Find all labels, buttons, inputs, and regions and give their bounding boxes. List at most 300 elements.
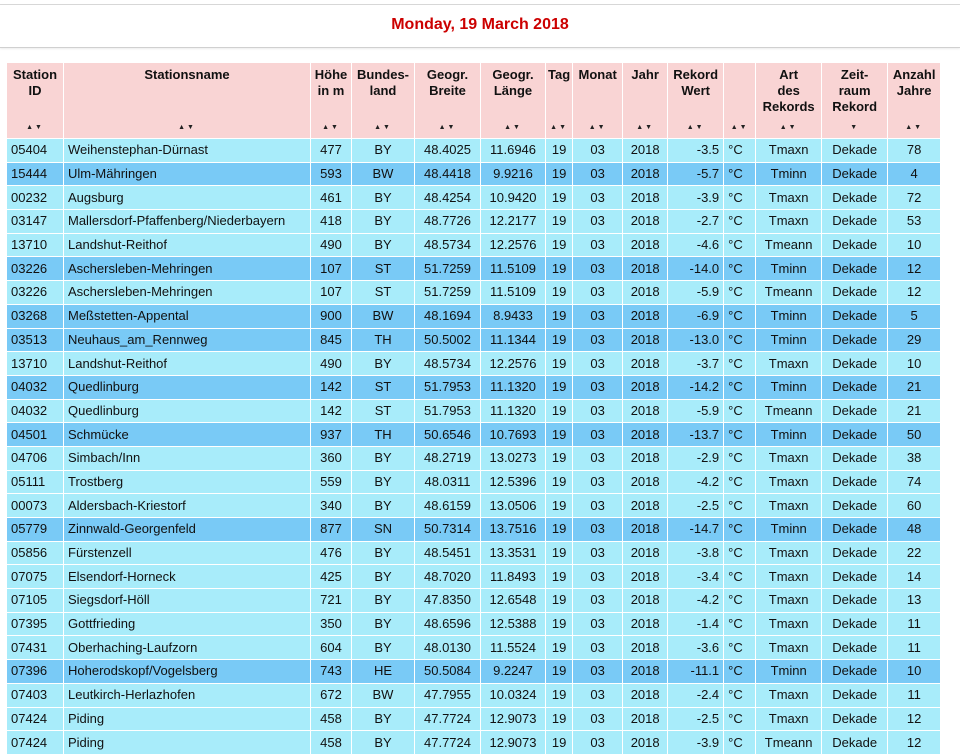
cell-record-value: -5.7 xyxy=(668,162,724,186)
cell-state: BY xyxy=(352,186,415,210)
cell-years-count: 53 xyxy=(888,210,941,234)
cell-period: Dekade xyxy=(822,257,888,281)
header-label: land xyxy=(369,83,397,98)
cell-years-count: 11 xyxy=(888,612,941,636)
cell-years-count: 38 xyxy=(888,446,941,470)
cell-state: TH xyxy=(352,423,415,447)
table-row xyxy=(7,328,941,352)
cell-record-type: Tmeann xyxy=(756,233,822,257)
cell-station-id: 05856 xyxy=(7,541,64,565)
cell-state: BW xyxy=(352,162,415,186)
cell-period: Dekade xyxy=(822,304,888,328)
cell-period: Dekade xyxy=(822,589,888,613)
table-row xyxy=(7,565,941,589)
cell-record-value: -3.5 xyxy=(668,139,724,163)
header-label: Monat xyxy=(578,67,617,82)
cell-years-count: 5 xyxy=(888,304,941,328)
cell-month: 03 xyxy=(573,257,623,281)
header-label: in m xyxy=(317,83,345,98)
cell-period: Dekade xyxy=(822,446,888,470)
cell-elevation: 461 xyxy=(311,186,352,210)
sort-arrows-icon[interactable]: ▲▼ xyxy=(779,124,798,131)
table-row xyxy=(7,162,941,186)
cell-month: 03 xyxy=(573,328,623,352)
header-label: Geogr. xyxy=(426,67,469,82)
cell-day: 19 xyxy=(546,707,573,731)
cell-years-count: 48 xyxy=(888,518,941,542)
header-label: Wert xyxy=(681,83,710,98)
cell-period: Dekade xyxy=(822,470,888,494)
table-row xyxy=(7,352,941,376)
cell-station-id: 05404 xyxy=(7,139,64,163)
cell-longitude: 9.9216 xyxy=(481,162,546,186)
header-label: Jahr xyxy=(631,67,659,82)
cell-station-name: Mallersdorf-Pfaffenberg/Niederbayern xyxy=(64,210,311,234)
cell-station-name: Weihenstephan-Dürnast xyxy=(64,139,311,163)
sort-arrows-icon[interactable]: ▲▼ xyxy=(438,124,457,131)
header-elevation[interactable] xyxy=(311,63,352,139)
table-row xyxy=(7,731,941,755)
cell-period: Dekade xyxy=(822,162,888,186)
cell-day: 19 xyxy=(546,233,573,257)
cell-state: BY xyxy=(352,233,415,257)
cell-month: 03 xyxy=(573,446,623,470)
cell-period: Dekade xyxy=(822,541,888,565)
cell-year: 2018 xyxy=(623,707,668,731)
cell-unit: °C xyxy=(724,731,756,755)
cell-year: 2018 xyxy=(623,446,668,470)
cell-station-id: 00232 xyxy=(7,186,64,210)
cell-station-id: 07395 xyxy=(7,612,64,636)
cell-record-value: -3.9 xyxy=(668,731,724,755)
table-row xyxy=(7,494,941,518)
cell-elevation: 142 xyxy=(311,399,352,423)
cell-station-name: Trostberg xyxy=(64,470,311,494)
cell-day: 19 xyxy=(546,612,573,636)
table-row xyxy=(7,257,941,281)
cell-years-count: 10 xyxy=(888,352,941,376)
sort-arrows-icon[interactable]: ▲▼ xyxy=(686,124,705,131)
header-label: Anzahl xyxy=(892,67,936,82)
cell-year: 2018 xyxy=(623,636,668,660)
cell-month: 03 xyxy=(573,612,623,636)
cell-month: 03 xyxy=(573,304,623,328)
cell-longitude: 12.2576 xyxy=(481,233,546,257)
header-label: Zeit- xyxy=(840,67,869,82)
cell-state: BY xyxy=(352,470,415,494)
cell-longitude: 11.6946 xyxy=(481,139,546,163)
cell-period: Dekade xyxy=(822,399,888,423)
cell-station-name: Meßstetten-Appental xyxy=(64,304,311,328)
table-row xyxy=(7,186,941,210)
cell-years-count: 4 xyxy=(888,162,941,186)
cell-year: 2018 xyxy=(623,494,668,518)
header-label: Stationsname xyxy=(144,67,230,82)
cell-elevation: 593 xyxy=(311,162,352,186)
header-station-id[interactable] xyxy=(7,63,64,139)
cell-period: Dekade xyxy=(822,494,888,518)
cell-year: 2018 xyxy=(623,139,668,163)
cell-day: 19 xyxy=(546,210,573,234)
cell-year: 2018 xyxy=(623,541,668,565)
header-station-name[interactable] xyxy=(64,63,311,139)
cell-year: 2018 xyxy=(623,352,668,376)
table-row xyxy=(7,636,941,660)
cell-month: 03 xyxy=(573,541,623,565)
sort-arrows-icon[interactable]: ▲▼ xyxy=(730,124,749,131)
cell-latitude: 48.7726 xyxy=(415,210,481,234)
cell-record-type: Tmaxn xyxy=(756,565,822,589)
cell-longitude: 12.2576 xyxy=(481,352,546,376)
cell-latitude: 47.7724 xyxy=(415,731,481,755)
sort-arrows-icon[interactable]: ▲▼ xyxy=(504,124,522,131)
cell-period: Dekade xyxy=(822,210,888,234)
cell-month: 03 xyxy=(573,660,623,684)
table-row xyxy=(7,660,941,684)
cell-record-value: -2.5 xyxy=(668,707,724,731)
cell-years-count: 10 xyxy=(888,233,941,257)
cell-record-value: -4.6 xyxy=(668,233,724,257)
cell-period: Dekade xyxy=(822,612,888,636)
cell-station-id: 03226 xyxy=(7,257,64,281)
cell-day: 19 xyxy=(546,399,573,423)
cell-latitude: 47.7724 xyxy=(415,707,481,731)
sort-arrows-icon[interactable]: ▲▼ xyxy=(550,124,568,131)
header-record-value[interactable] xyxy=(668,63,724,139)
cell-unit: °C xyxy=(724,707,756,731)
cell-latitude: 48.5734 xyxy=(415,233,481,257)
cell-latitude: 48.0311 xyxy=(415,470,481,494)
cell-record-value: -14.2 xyxy=(668,375,724,399)
cell-elevation: 490 xyxy=(311,352,352,376)
cell-latitude: 50.7314 xyxy=(415,518,481,542)
cell-period: Dekade xyxy=(822,636,888,660)
cell-years-count: 29 xyxy=(888,328,941,352)
header-state[interactable] xyxy=(352,63,415,139)
table-body xyxy=(7,139,941,755)
cell-station-name: Quedlinburg xyxy=(64,399,311,423)
cell-station-id: 03513 xyxy=(7,328,64,352)
header-label: Breite xyxy=(429,83,466,98)
cell-longitude: 10.7693 xyxy=(481,423,546,447)
cell-record-value: -1.4 xyxy=(668,612,724,636)
cell-record-type: Tmaxn xyxy=(756,589,822,613)
cell-month: 03 xyxy=(573,518,623,542)
cell-period: Dekade xyxy=(822,139,888,163)
cell-record-value: -6.9 xyxy=(668,304,724,328)
cell-record-type: Tmaxn xyxy=(756,210,822,234)
cell-state: BY xyxy=(352,589,415,613)
sort-arrows-icon[interactable]: ▲▼ xyxy=(636,124,655,131)
cell-record-type: Tmaxn xyxy=(756,139,822,163)
cell-day: 19 xyxy=(546,352,573,376)
cell-unit: °C xyxy=(724,470,756,494)
cell-day: 19 xyxy=(546,186,573,210)
cell-period: Dekade xyxy=(822,375,888,399)
cell-station-id: 07424 xyxy=(7,707,64,731)
cell-elevation: 559 xyxy=(311,470,352,494)
sort-arrows-icon[interactable]: ▲▼ xyxy=(588,124,607,131)
cell-years-count: 11 xyxy=(888,636,941,660)
cell-unit: °C xyxy=(724,612,756,636)
cell-years-count: 12 xyxy=(888,707,941,731)
cell-elevation: 107 xyxy=(311,257,352,281)
cell-month: 03 xyxy=(573,683,623,707)
cell-record-type: Tmaxn xyxy=(756,707,822,731)
cell-elevation: 458 xyxy=(311,707,352,731)
cell-record-type: Tmaxn xyxy=(756,636,822,660)
cell-month: 03 xyxy=(573,423,623,447)
cell-record-type: Tminn xyxy=(756,257,822,281)
table-row xyxy=(7,683,941,707)
cell-longitude: 9.2247 xyxy=(481,660,546,684)
cell-years-count: 22 xyxy=(888,541,941,565)
cell-period: Dekade xyxy=(822,186,888,210)
cell-latitude: 48.4418 xyxy=(415,162,481,186)
cell-station-id: 05111 xyxy=(7,470,64,494)
cell-latitude: 50.6546 xyxy=(415,423,481,447)
cell-year: 2018 xyxy=(623,565,668,589)
cell-period: Dekade xyxy=(822,233,888,257)
cell-elevation: 340 xyxy=(311,494,352,518)
header-label: Station xyxy=(12,67,58,82)
cell-record-type: Tmaxn xyxy=(756,470,822,494)
cell-unit: °C xyxy=(724,233,756,257)
header-year[interactable] xyxy=(623,63,668,139)
cell-station-name: Landshut-Reithof xyxy=(64,352,311,376)
cell-record-value: -5.9 xyxy=(668,399,724,423)
cell-years-count: 21 xyxy=(888,375,941,399)
cell-record-type: Tmeann xyxy=(756,399,822,423)
cell-state: SN xyxy=(352,518,415,542)
table-row xyxy=(7,518,941,542)
cell-unit: °C xyxy=(724,446,756,470)
header-label: ID xyxy=(28,83,42,98)
cell-day: 19 xyxy=(546,636,573,660)
cell-year: 2018 xyxy=(623,518,668,542)
cell-year: 2018 xyxy=(623,162,668,186)
cell-years-count: 50 xyxy=(888,423,941,447)
cell-record-value: -4.2 xyxy=(668,589,724,613)
cell-day: 19 xyxy=(546,162,573,186)
cell-elevation: 350 xyxy=(311,612,352,636)
cell-month: 03 xyxy=(573,636,623,660)
cell-state: BY xyxy=(352,352,415,376)
cell-station-id: 15444 xyxy=(7,162,64,186)
cell-years-count: 11 xyxy=(888,683,941,707)
cell-elevation: 937 xyxy=(311,423,352,447)
cell-record-type: Tmaxn xyxy=(756,352,822,376)
cell-record-value: -2.9 xyxy=(668,446,724,470)
cell-record-type: Tmaxn xyxy=(756,612,822,636)
header-longitude[interactable] xyxy=(481,63,546,139)
cell-record-type: Tmaxn xyxy=(756,683,822,707)
cell-latitude: 48.7020 xyxy=(415,565,481,589)
cell-day: 19 xyxy=(546,375,573,399)
cell-latitude: 48.2719 xyxy=(415,446,481,470)
cell-years-count: 60 xyxy=(888,494,941,518)
cell-year: 2018 xyxy=(623,304,668,328)
header-label: Bundes- xyxy=(357,67,409,82)
cell-month: 03 xyxy=(573,565,623,589)
header-day[interactable] xyxy=(546,63,573,139)
cell-longitude: 12.9073 xyxy=(481,731,546,755)
cell-record-value: -5.9 xyxy=(668,281,724,305)
cell-elevation: 360 xyxy=(311,446,352,470)
cell-years-count: 14 xyxy=(888,565,941,589)
cell-station-id: 07075 xyxy=(7,565,64,589)
cell-longitude: 12.5388 xyxy=(481,612,546,636)
cell-elevation: 743 xyxy=(311,660,352,684)
cell-longitude: 11.5109 xyxy=(481,281,546,305)
cell-latitude: 51.7259 xyxy=(415,257,481,281)
cell-unit: °C xyxy=(724,423,756,447)
cell-unit: °C xyxy=(724,210,756,234)
cell-latitude: 48.0130 xyxy=(415,636,481,660)
cell-day: 19 xyxy=(546,257,573,281)
cell-station-id: 04032 xyxy=(7,375,64,399)
cell-unit: °C xyxy=(724,281,756,305)
cell-unit: °C xyxy=(724,139,756,163)
header-period[interactable] xyxy=(822,63,888,139)
cell-month: 03 xyxy=(573,352,623,376)
cell-station-id: 00073 xyxy=(7,494,64,518)
cell-latitude: 51.7953 xyxy=(415,399,481,423)
cell-latitude: 48.5451 xyxy=(415,541,481,565)
cell-year: 2018 xyxy=(623,328,668,352)
cell-record-value: -3.8 xyxy=(668,541,724,565)
cell-years-count: 74 xyxy=(888,470,941,494)
sort-arrows-icon[interactable]: ▲▼ xyxy=(178,124,196,131)
cell-longitude: 8.9433 xyxy=(481,304,546,328)
cell-record-value: -3.6 xyxy=(668,636,724,660)
cell-day: 19 xyxy=(546,660,573,684)
cell-longitude: 13.0506 xyxy=(481,494,546,518)
cell-month: 03 xyxy=(573,494,623,518)
cell-years-count: 13 xyxy=(888,589,941,613)
header-label: Rekords xyxy=(762,99,815,114)
cell-year: 2018 xyxy=(623,423,668,447)
cell-record-type: Tmaxn xyxy=(756,446,822,470)
cell-day: 19 xyxy=(546,683,573,707)
table-row xyxy=(7,210,941,234)
cell-month: 03 xyxy=(573,233,623,257)
cell-latitude: 50.5002 xyxy=(415,328,481,352)
cell-year: 2018 xyxy=(623,399,668,423)
cell-period: Dekade xyxy=(822,660,888,684)
cell-state: BY xyxy=(352,446,415,470)
header-record-type[interactable] xyxy=(756,63,822,139)
cell-unit: °C xyxy=(724,375,756,399)
cell-record-value: -13.0 xyxy=(668,328,724,352)
header-label: Rekord xyxy=(832,99,878,114)
header-years-count[interactable] xyxy=(888,63,941,139)
cell-station-name: Oberhaching-Laufzorn xyxy=(64,636,311,660)
cell-year: 2018 xyxy=(623,375,668,399)
cell-station-name: Aldersbach-Kriestorf xyxy=(64,494,311,518)
cell-station-id: 04706 xyxy=(7,446,64,470)
cell-record-value: -11.1 xyxy=(668,660,724,684)
table-row xyxy=(7,139,941,163)
sort-arrows-icon[interactable]: ▲▼ xyxy=(374,124,392,131)
header-month[interactable] xyxy=(573,63,623,139)
cell-latitude: 48.5734 xyxy=(415,352,481,376)
cell-station-id: 07403 xyxy=(7,683,64,707)
table-row xyxy=(7,541,941,565)
cell-record-type: Tmaxn xyxy=(756,494,822,518)
cell-station-id: 03268 xyxy=(7,304,64,328)
cell-state: BY xyxy=(352,541,415,565)
cell-state: BY xyxy=(352,636,415,660)
cell-unit: °C xyxy=(724,494,756,518)
cell-day: 19 xyxy=(546,731,573,755)
cell-years-count: 72 xyxy=(888,186,941,210)
cell-year: 2018 xyxy=(623,612,668,636)
cell-record-type: Tminn xyxy=(756,660,822,684)
header-unit[interactable] xyxy=(724,63,756,139)
cell-station-name: Ulm-Mähringen xyxy=(64,162,311,186)
cell-elevation: 107 xyxy=(311,281,352,305)
cell-latitude: 47.7955 xyxy=(415,683,481,707)
cell-day: 19 xyxy=(546,589,573,613)
cell-years-count: 78 xyxy=(888,139,941,163)
cell-month: 03 xyxy=(573,399,623,423)
cell-record-value: -3.9 xyxy=(668,186,724,210)
cell-record-type: Tmeann xyxy=(756,281,822,305)
cell-state: ST xyxy=(352,281,415,305)
cell-year: 2018 xyxy=(623,186,668,210)
cell-station-name: Landshut-Reithof xyxy=(64,233,311,257)
cell-period: Dekade xyxy=(822,352,888,376)
cell-longitude: 13.7516 xyxy=(481,518,546,542)
cell-record-type: Tminn xyxy=(756,304,822,328)
header-label: Jahre xyxy=(896,83,932,98)
header-label: Art xyxy=(779,67,799,82)
cell-record-type: Tminn xyxy=(756,423,822,447)
sort-arrows-icon[interactable]: ▼ xyxy=(850,124,860,131)
cell-year: 2018 xyxy=(623,683,668,707)
cell-years-count: 12 xyxy=(888,281,941,305)
cell-elevation: 142 xyxy=(311,375,352,399)
cell-longitude: 11.1320 xyxy=(481,399,546,423)
cell-day: 19 xyxy=(546,139,573,163)
cell-period: Dekade xyxy=(822,731,888,755)
table-row xyxy=(7,470,941,494)
cell-station-name: Piding xyxy=(64,707,311,731)
cell-station-id: 05779 xyxy=(7,518,64,542)
cell-record-type: Tmaxn xyxy=(756,541,822,565)
cell-record-type: Tminn xyxy=(756,328,822,352)
sort-arrows-icon[interactable]: ▲▼ xyxy=(905,124,924,131)
table-row xyxy=(7,281,941,305)
table-row xyxy=(7,423,941,447)
cell-day: 19 xyxy=(546,446,573,470)
cell-unit: °C xyxy=(724,660,756,684)
cell-station-id: 07105 xyxy=(7,589,64,613)
header-row xyxy=(7,63,941,139)
table-row xyxy=(7,233,941,257)
cell-station-name: Leutkirch-Herlazhofen xyxy=(64,683,311,707)
cell-station-name: Fürstenzell xyxy=(64,541,311,565)
sort-arrows-icon[interactable]: ▲▼ xyxy=(322,124,340,131)
cell-years-count: 12 xyxy=(888,257,941,281)
header-latitude[interactable] xyxy=(415,63,481,139)
sort-arrows-icon[interactable]: ▲▼ xyxy=(26,124,44,131)
cell-month: 03 xyxy=(573,162,623,186)
cell-longitude: 11.5524 xyxy=(481,636,546,660)
cell-station-name: Siegsdorf-Höll xyxy=(64,589,311,613)
cell-station-id: 13710 xyxy=(7,352,64,376)
